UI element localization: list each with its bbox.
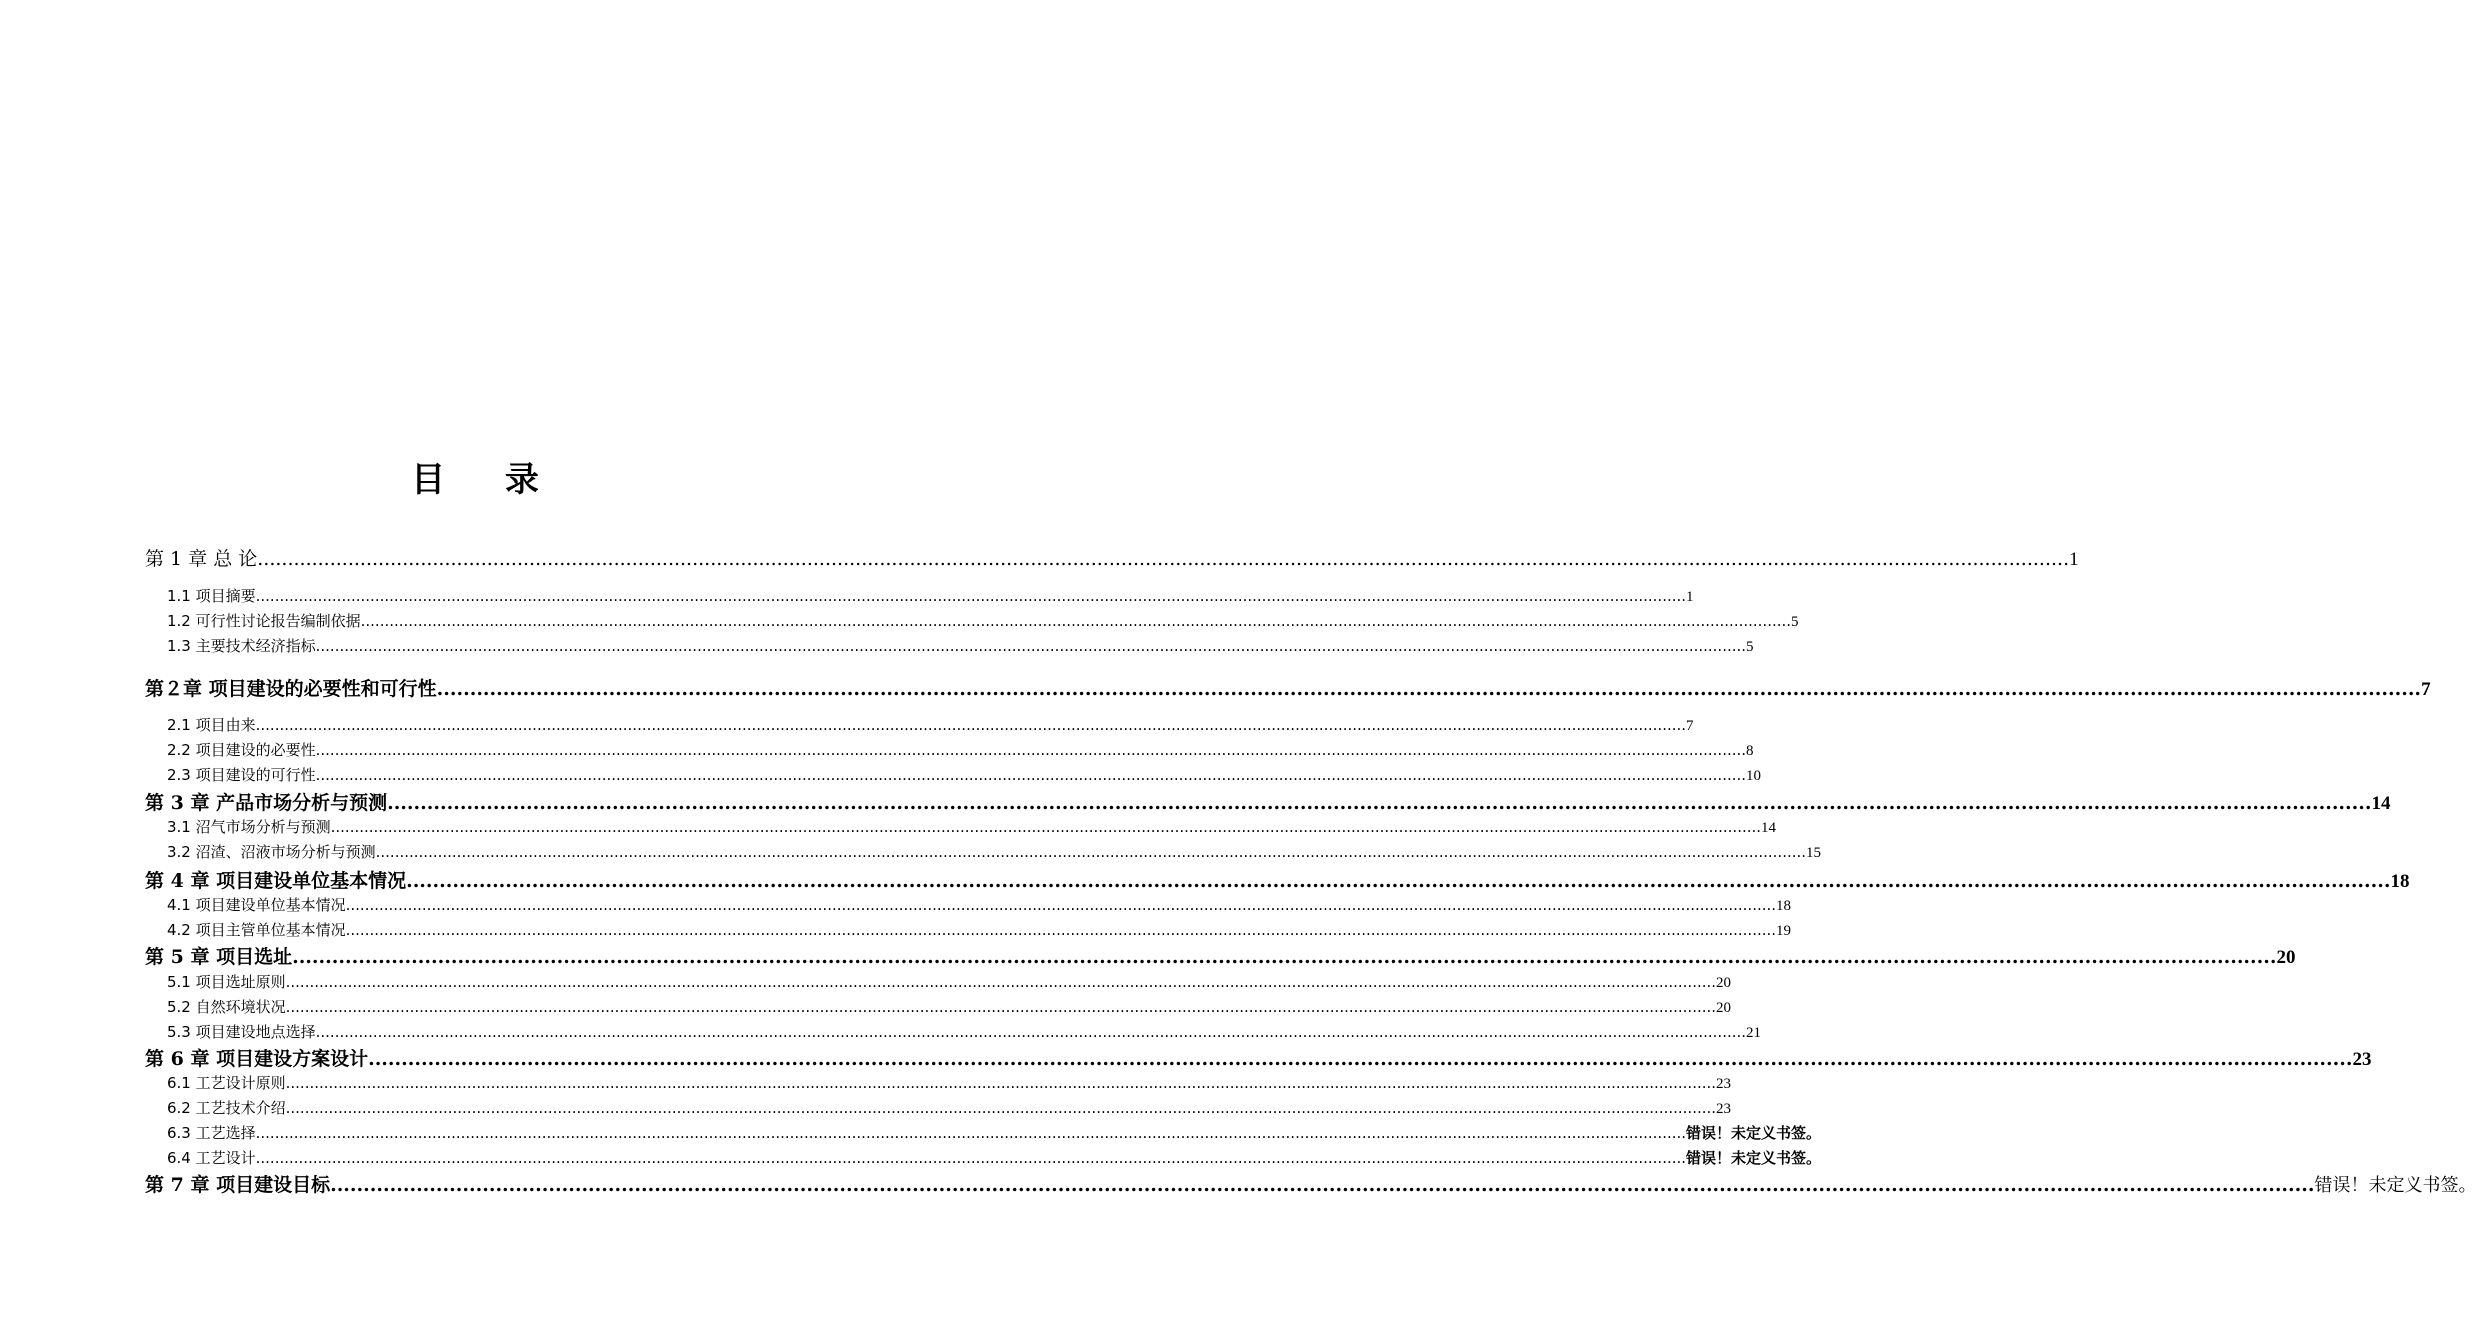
toc-page-number: 20 [2276,947,2296,968]
toc-entry-label: 第 1 章 总 论 [145,548,258,570]
toc-entry-label: 第 3 章 产品市场分析与预测 [145,792,388,814]
toc-section-entry[interactable] [145,1147,1822,1168]
toc-chapter-entry[interactable] [145,544,2079,571]
toc-page-number: 8 [1746,743,1754,759]
toc-entry-label: 第 6 章 项目建设方案设计 [145,1048,369,1070]
toc-page-number: 1 [1686,589,1694,605]
toc-section-entry[interactable] [145,635,1754,656]
toc-page-number: 18 [2390,871,2410,892]
toc-entry-label: 1.2 可行性讨论报告编制依据 [167,612,361,630]
toc-entry-label: 1.3 主要技术经济指标 [167,637,316,655]
toc-page-number: 23 [1716,1076,1732,1092]
toc-leader-dots: ............................................................................................................................................................................................................................................................................................................ [436,678,2422,700]
toc-page-number: 14 [2371,793,2391,814]
toc-entry-label: 第 5 章 项目选址 [145,946,293,968]
toc-leader-dots: ............................................................................................................................................................................................................................................................................................................ [345,921,1777,939]
toc-page-number: 23 [1716,1101,1732,1117]
toc-section-entry[interactable] [145,816,1777,837]
toc-section-entry[interactable] [145,841,1822,862]
toc-page-number: 20 [1716,1000,1732,1016]
toc-page-number: 10 [1746,768,1762,784]
toc-page-number: 错误！未定义书签。 [2314,1175,2477,1195]
toc-section-entry[interactable] [145,714,1694,735]
toc-leader-dots: ............................................................................................................................................................................................................................................................................................................ [255,1149,1687,1167]
toc-page-number: 20 [1716,975,1732,991]
toc-page-number: 21 [1746,1025,1762,1041]
toc-section-entry[interactable] [145,585,1694,606]
toc-section-entry[interactable] [145,919,1792,940]
toc-chapter-entry[interactable] [145,788,2391,815]
toc-leader-dots: ............................................................................................................................................................................................................................................................................................................ [330,1174,2315,1196]
toc-entry-label: 1.1 项目摘要 [167,587,256,605]
toc-entry-label: 6.3 工艺选择 [167,1124,256,1142]
toc-entry-label: 6.2 工艺技术介绍 [167,1099,286,1117]
toc-section-entry[interactable] [145,894,1792,915]
toc-entry-label: 第 7 章 项目建设目标 [145,1174,331,1196]
toc-entry-label: 6.4 工艺设计 [167,1149,256,1167]
toc-chapter-entry[interactable] [145,674,2431,701]
toc-page-number: 1 [2069,549,2079,570]
toc-page-number: 7 [1686,718,1694,734]
toc-entry-label: 第２章 项目建设的必要性和可行性 [145,678,437,700]
toc-section-entry[interactable] [145,996,1732,1017]
toc-page-number: 15 [1806,845,1822,861]
toc-page-number: 7 [2421,679,2431,700]
toc-page-number: 23 [2352,1049,2372,1070]
toc-entry-label: 5.1 项目选址原则 [167,973,286,991]
toc-entry-label: 5.3 项目建设地点选择 [167,1023,316,1041]
toc-page-number: 18 [1776,898,1792,914]
toc-page-number: 错误！未定义书签。 [1686,1151,1822,1167]
toc-entry-label: 2.1 项目由来 [167,716,256,734]
toc-chapter-entry[interactable] [145,942,2296,969]
toc-entry-label: 2.2 项目建设的必要性 [167,741,316,759]
toc-page-number: 19 [1776,923,1792,939]
toc-section-entry[interactable] [145,971,1732,992]
toc-leader-dots: ............................................................................................................................................................................................................................................................................................................ [315,766,1747,784]
toc-leader-dots: ............................................................................................................................................................................................................................................................................................................ [255,716,1687,734]
toc-entry-label: 3.1 沼气市场分析与预测 [167,818,331,836]
toc-leader-dots: ............................................................................................................................................................................................................................................................................................................ [375,843,1807,861]
toc-leader-dots: ............................................................................................................................................................................................................................................................................................................ [285,1074,1717,1092]
toc-leader-dots: ............................................................................................................................................................................................................................................................................................................ [406,870,2391,892]
toc-entry-label: 5.2 自然环境状况 [167,998,286,1016]
toc-section-entry[interactable] [145,610,1799,631]
toc-leader-dots: ............................................................................................................................................................................................................................................................................................................ [330,818,1762,836]
toc-section-entry[interactable] [145,764,1762,785]
toc-section-entry[interactable] [145,739,1754,760]
toc-entry-label: 4.1 项目建设单位基本情况 [167,896,346,914]
toc-section-entry[interactable] [145,1122,1822,1143]
toc-leader-dots: ............................................................................................................................................................................................................................................................................................................ [315,637,1747,655]
toc-title: 目 录 [411,460,563,500]
toc-leader-dots: ............................................................................................................................................................................................................................................................................................................ [315,741,1747,759]
toc-entry-label: 6.1 工艺设计原则 [167,1074,286,1092]
toc-leader-dots: ............................................................................................................................................................................................................................................................................................................ [257,548,2070,570]
toc-leader-dots: ............................................................................................................................................................................................................................................................................................................ [368,1048,2353,1070]
toc-entry-label: 2.3 项目建设的可行性 [167,766,316,784]
toc-leader-dots: ............................................................................................................................................................................................................................................................................................................ [360,612,1792,630]
toc-leader-dots: ............................................................................................................................................................................................................................................................................................................ [292,946,2277,968]
toc-chapter-entry[interactable] [145,866,2410,893]
toc-chapter-entry[interactable] [145,1170,2477,1197]
toc-leader-dots: ............................................................................................................................................................................................................................................................................................................ [285,998,1717,1016]
toc-entry-label: 第 4 章 项目建设单位基本情况 [145,870,407,892]
toc-entry-label: 3.2 沼渣、沼液市场分析与预测 [167,843,376,861]
toc-leader-dots: ............................................................................................................................................................................................................................................................................................................ [387,792,2372,814]
toc-leader-dots: ............................................................................................................................................................................................................................................................................................................ [285,973,1717,991]
toc-page-number: 14 [1761,820,1777,836]
toc-leader-dots: ............................................................................................................................................................................................................................................................................................................ [255,1124,1687,1142]
toc-leader-dots: ............................................................................................................................................................................................................................................................................................................ [345,896,1777,914]
toc-section-entry[interactable] [145,1097,1732,1118]
toc-section-entry[interactable] [145,1021,1762,1042]
toc-leader-dots: ............................................................................................................................................................................................................................................................................................................ [315,1023,1747,1041]
toc-leader-dots: ............................................................................................................................................................................................................................................................................................................ [285,1099,1717,1117]
toc-page-number: 5 [1791,614,1799,630]
toc-section-entry[interactable] [145,1072,1732,1093]
toc-leader-dots: ............................................................................................................................................................................................................................................................................................................ [255,587,1687,605]
toc-chapter-entry[interactable] [145,1044,2372,1071]
toc-page-number: 5 [1746,639,1754,655]
toc-entry-label: 4.2 项目主管单位基本情况 [167,921,346,939]
toc-page-number: 错误！未定义书签。 [1686,1126,1822,1142]
